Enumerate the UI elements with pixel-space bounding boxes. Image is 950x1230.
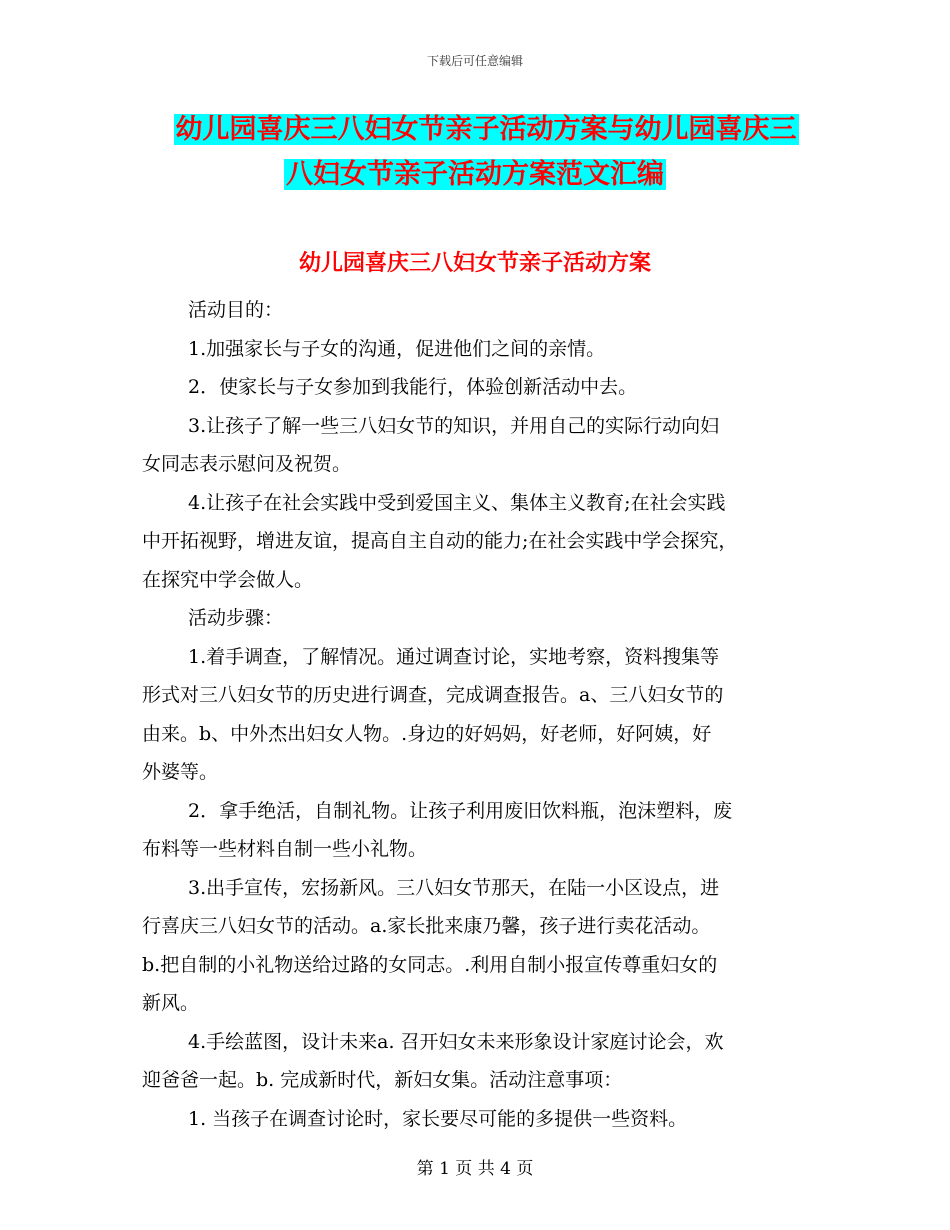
body-line: 外婆等。 — [142, 761, 219, 783]
main-title-line-2-text: 八妇女节亲子活动方案范文汇编 — [286, 159, 664, 190]
main-title-line-1-text: 幼儿园喜庆三八妇女节亲子活动方案与幼儿园喜庆三 — [175, 114, 797, 145]
body-line: 行喜庆三八妇女节的活动。a.家长批来康乃馨，孩子进行卖花活动。 — [142, 915, 711, 937]
body-line: 4.让孩子在社会实践中受到爱国主义、集体主义教育;在社会实践 — [188, 491, 726, 514]
main-title-line-2 — [0, 155, 950, 195]
body-line: 新风。 — [142, 992, 200, 1014]
body-line: 3.让孩子了解一些三八妇女节的知识，并用自己的实际行动向妇 — [188, 414, 720, 437]
body-line: 2．使家长与子女参加到我能行，体验创新活动中去。 — [188, 376, 638, 398]
body-line: b.把自制的小礼物送给过路的女同志。.利用自制小报宣传尊重妇女的 — [142, 953, 718, 976]
body-line: 中开拓视野，增进友谊，提高自主自动的能力;在社会实践中学会探究， — [142, 530, 738, 552]
body-line: 1. 当孩子在调查讨论时，家长要尽可能的多提供一些资料。 — [188, 1107, 688, 1130]
body-line: 由来。b、中外杰出妇女人物。.身边的好妈妈，好老师，好阿姨，好 — [142, 722, 712, 745]
body-line: 形式对三八妇女节的历史进行调查，完成调查报告。a、三八妇女节的 — [142, 684, 724, 706]
section-title: 幼儿园喜庆三八妇女节亲子活动方案 — [298, 251, 651, 276]
body-line: 活动步骤： — [188, 607, 284, 629]
body-line: 活动目的： — [188, 299, 284, 321]
body-text — [142, 291, 814, 1138]
main-title-line-1 — [0, 110, 950, 150]
header-note: 下载后可任意编辑 — [426, 54, 523, 68]
body-line: 布料等一些材料自制一些小礼物。 — [142, 838, 428, 860]
body-line: 3.出手宣传，宏扬新风。三八妇女节那天，在陆一小区设点，进 — [188, 876, 720, 899]
body-line: 1.加强家长与子女的沟通，促进他们之间的亲情。 — [188, 337, 606, 360]
page-footer: 第 1 页 共 4 页 — [416, 1159, 534, 1179]
body-line: 1.着手调查，了解情况。通过调查讨论，实地考察，资料搜集等 — [188, 645, 720, 668]
body-line: 4.手绘蓝图，设计未来a. 召开妇女未来形象设计家庭讨论会，欢 — [188, 1030, 724, 1053]
body-line: 2．拿手绝活，自制礼物。让孩子利用废旧饮料瓶，泡沫塑料，废 — [188, 799, 733, 822]
body-line: 迎爸爸一起。b. 完成新时代，新妇女集。活动注意事项： — [142, 1069, 623, 1091]
body-line: 在探究中学会做人。 — [142, 568, 314, 591]
body-line: 女同志表示慰问及祝贺。 — [142, 453, 352, 475]
